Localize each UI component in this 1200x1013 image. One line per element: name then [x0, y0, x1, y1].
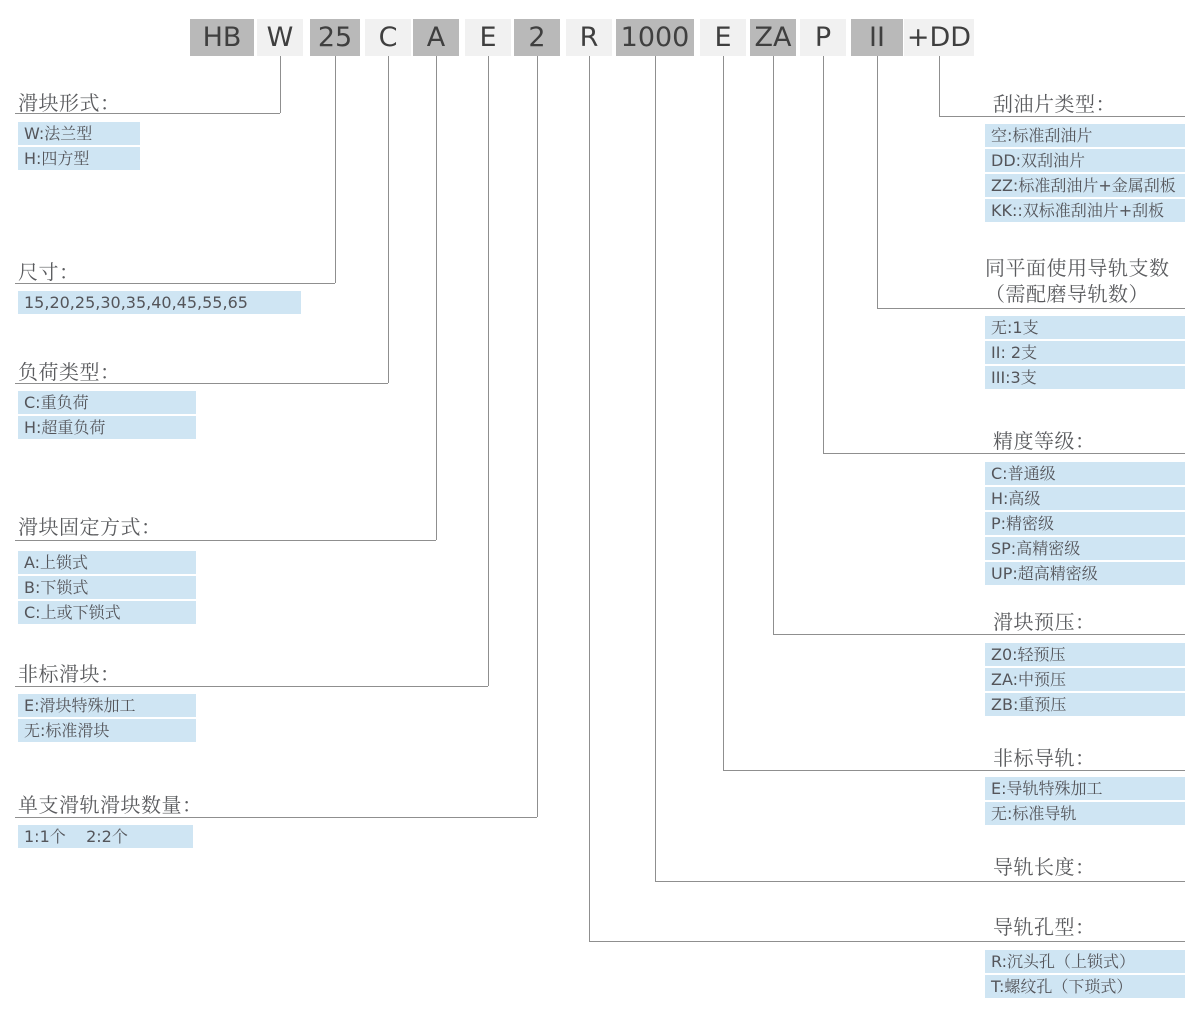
option-row: III:3支 [985, 366, 1185, 389]
group-title-rails-same-plane: 同平面使用导轨支数 [985, 256, 1170, 280]
option-row: ZB:重预压 [985, 693, 1185, 716]
group-title-rail-hole: 导轨孔型： [993, 915, 1096, 939]
group-title-slider-form: 滑块形式： [18, 91, 121, 115]
connector-underline-rail-hole [589, 941, 1185, 942]
connector-vline-nonstd-block [488, 56, 489, 686]
code-segment-series: HB [190, 19, 254, 56]
connector-underline-load-type [15, 383, 388, 384]
connector-vline-wiper [939, 56, 940, 116]
option-row: H:四方型 [18, 147, 140, 170]
connector-vline-block-count [537, 56, 538, 817]
option-row: T:螺纹孔（下琐式） [985, 975, 1185, 998]
options-accuracy [985, 462, 1185, 587]
code-segment-rail-length: 1000 [616, 19, 694, 56]
code-segment-wiper: +DD [904, 19, 974, 56]
group-title-rail-length: 导轨长度： [993, 855, 1096, 879]
code-segment-slider-form: W [257, 19, 303, 56]
option-row: UP:超高精密级 [985, 562, 1185, 585]
option-row: W:法兰型 [18, 122, 140, 145]
options-rail-hole [985, 950, 1185, 1000]
connector-vline-accuracy [823, 56, 824, 453]
options-wiper-type [985, 124, 1185, 224]
connector-vline-size [335, 56, 336, 283]
option-row: C:普通级 [985, 462, 1185, 485]
option-row: 无:标准滑块 [18, 719, 196, 742]
group-title-size: 尺寸： [18, 260, 80, 284]
options-preload [985, 643, 1185, 718]
connector-underline-block-fixing [15, 540, 436, 541]
group-title-block-fixing: 滑块固定方式： [18, 515, 162, 539]
option-row: KK::双标准刮油片+刮板 [985, 199, 1185, 222]
option-row: H:高级 [985, 487, 1185, 510]
code-segment-nonstd-rail: E [700, 19, 746, 56]
option-row: C:上或下锁式 [18, 601, 196, 624]
connector-underline-nonstandard-rail [723, 770, 1185, 771]
connector-underline-blocks-per-rail [15, 817, 537, 818]
options-load-type [18, 391, 196, 441]
code-segment-accuracy: P [800, 19, 846, 56]
options-nonstandard-block [18, 694, 196, 744]
group-subtitle-rails-same-plane: （需配磨导轨数） [985, 282, 1149, 306]
option-row: 15,20,25,30,35,40,45,55,65 [18, 291, 301, 314]
group-title-preload: 滑块预压： [993, 610, 1096, 634]
connector-vline-rail-count [877, 56, 878, 308]
option-row: ZA:中预压 [985, 668, 1185, 691]
option-row: Z0:轻预压 [985, 643, 1185, 666]
option-row: E:导轨特殊加工 [985, 777, 1185, 800]
connector-vline-rail-hole [589, 56, 590, 941]
code-segment-block-count: 2 [514, 19, 560, 56]
group-title-nonstandard-block: 非标滑块： [18, 662, 121, 686]
code-segment-load-type: C [365, 19, 411, 56]
group-title-load-type: 负荷类型： [18, 360, 121, 384]
option-row: C:重负荷 [18, 391, 196, 414]
option-row: B:下锁式 [18, 576, 196, 599]
connector-underline-rails-same-plane [877, 308, 1185, 309]
option-row: 无:1支 [985, 316, 1185, 339]
option-row: E:滑块特殊加工 [18, 694, 196, 717]
connector-vline-nonstd-rail [723, 56, 724, 770]
connector-vline-rail-length [655, 56, 656, 881]
code-segment-block-fixing: A [413, 19, 459, 56]
option-row: 无:标准导轨 [985, 802, 1185, 825]
option-row: II: 2支 [985, 341, 1185, 364]
option-row: ZZ:标准刮油片+金属刮板 [985, 174, 1185, 197]
code-segment-rail-hole: R [566, 19, 612, 56]
option-row: 空:标准刮油片 [985, 124, 1185, 147]
options-nonstandard-rail [985, 777, 1185, 827]
group-title-nonstandard-rail: 非标导轨： [993, 746, 1096, 770]
options-blocks-per-rail [18, 825, 193, 850]
connector-vline-preload [773, 56, 774, 634]
connector-underline-slider-form [15, 113, 280, 114]
connector-underline-rail-length [655, 881, 1185, 882]
code-segment-size: 25 [310, 19, 360, 56]
code-segment-nonstd-block: E [465, 19, 511, 56]
connector-vline-load-type [388, 56, 389, 383]
option-row: DD:双刮油片 [985, 149, 1185, 172]
connector-underline-preload [773, 634, 1185, 635]
group-title-accuracy: 精度等级： [993, 429, 1096, 453]
option-row: 1:1个 2:2个 [18, 825, 193, 848]
option-row: H:超重负荷 [18, 416, 196, 439]
option-row: A:上锁式 [18, 551, 196, 574]
options-slider-form [18, 122, 140, 172]
options-block-fixing [18, 551, 196, 626]
connector-underline-wiper-type [939, 116, 1185, 117]
options-rails-same-plane [985, 316, 1185, 391]
code-segment-rail-count: II [851, 19, 903, 56]
connector-underline-size [15, 283, 335, 284]
group-title-blocks-per-rail: 单支滑轨滑块数量： [18, 793, 203, 817]
group-title-wiper-type: 刮油片类型： [993, 92, 1116, 116]
connector-underline-accuracy [823, 453, 1185, 454]
option-row: R:沉头孔（上锁式） [985, 950, 1185, 973]
code-segment-preload: ZA [750, 19, 796, 56]
option-row: P:精密级 [985, 512, 1185, 535]
options-size [18, 291, 301, 316]
option-row: SP:高精密级 [985, 537, 1185, 560]
connector-vline-slider-form [280, 56, 281, 113]
connector-underline-nonstandard-block [15, 686, 488, 687]
connector-vline-block-fixing [436, 56, 437, 540]
